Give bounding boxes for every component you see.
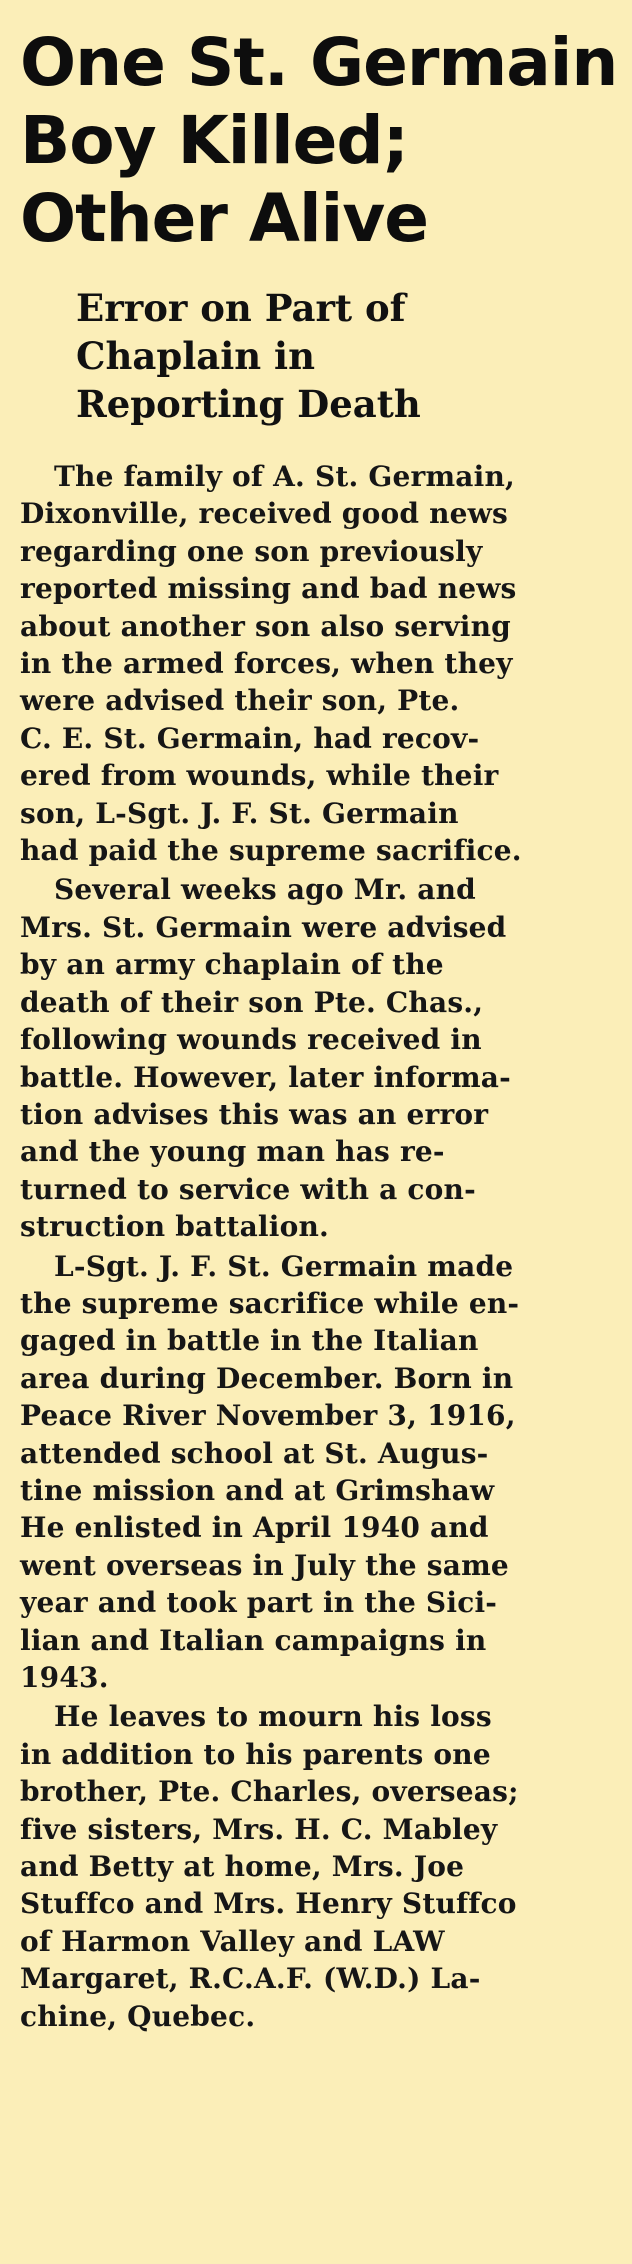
paragraph-line: Mrs. St. Germain were advised <box>20 910 507 944</box>
paragraph-line: of Harmon Valley and LAW <box>20 1924 445 1958</box>
paragraph-line: turned to service with a con- <box>20 1172 476 1206</box>
paragraph-line: death of their son Pte. Chas., <box>20 985 484 1019</box>
paragraph-line: area during December. Born in <box>20 1361 514 1395</box>
paragraph-line: the supreme sacrifice while en- <box>20 1286 520 1320</box>
paragraph-line: gaged in battle in the Italian <box>20 1324 479 1358</box>
paragraph-line: He leaves to mourn his loss <box>54 1700 492 1734</box>
paragraph-line: were advised their son, Pte. <box>20 684 460 718</box>
paragraph-line: Several weeks ago Mr. and <box>54 873 476 907</box>
paragraph-line: son, L-Sgt. J. F. St. Germain <box>20 796 459 830</box>
paragraph-line: in the armed forces, when they <box>20 647 513 681</box>
paragraph-line: Margaret, R.C.A.F. (W.D.) La- <box>20 1962 481 1996</box>
subheadline-line: Chaplain in <box>76 334 316 378</box>
article-paragraph <box>20 458 620 869</box>
paragraph-line: tion advises this was an error <box>20 1097 489 1131</box>
paragraph-line: He enlisted in April 1940 and <box>20 1511 489 1545</box>
paragraph-line: by an army chaplain of the <box>20 948 444 982</box>
paragraph-line: The family of A. St. Germain, <box>54 460 515 493</box>
paragraph-line: chine, Quebec. <box>20 1999 256 2033</box>
paragraph-line: year and took part in the Sici- <box>20 1586 498 1620</box>
article-paragraph <box>20 1248 620 1697</box>
paragraph-line: about another son also serving <box>20 609 511 643</box>
paragraph-line: following wounds received in <box>20 1023 482 1057</box>
subheadline-line: Error on Part of <box>76 286 406 330</box>
paragraph-line: in addition to his parents one <box>20 1737 491 1771</box>
paragraph-line: regarding one son previously <box>20 534 483 568</box>
paragraph-line: went overseas in July the same <box>20 1548 509 1582</box>
headline-line: Boy Killed; <box>20 102 409 179</box>
paragraph-line: C. E. St. Germain, had recov- <box>20 721 480 755</box>
paragraph-line: brother, Pte. Charles, overseas; <box>20 1775 519 1809</box>
headline-line: One St. Germain <box>20 24 618 101</box>
paragraph-line: battle. However, later informa- <box>20 1060 511 1094</box>
subheadline-line: Reporting Death <box>76 382 421 426</box>
subheadline <box>76 284 620 428</box>
paragraph-line: L-Sgt. J. F. St. Germain made <box>54 1249 514 1283</box>
paragraph-line: tine mission and at Grimshaw <box>20 1473 495 1507</box>
paragraph-line: 1943. <box>20 1661 109 1694</box>
paragraph-line: Stuffco and Mrs. Henry Stuffco <box>20 1887 517 1921</box>
paragraph-line: and Betty at home, Mrs. Joe <box>20 1850 465 1884</box>
paragraph-line: reported missing and bad news <box>20 572 517 606</box>
paragraph-line: struction battalion. <box>20 1210 329 1244</box>
paragraph-line: Peace River November 3, 1916, <box>20 1399 516 1433</box>
article-paragraph <box>20 1698 620 2035</box>
article-body <box>20 458 620 2035</box>
paragraph-line: and the young man has re- <box>20 1135 445 1169</box>
paragraph-line: had paid the supreme sacrifice. <box>20 834 522 868</box>
headline <box>20 24 620 258</box>
paragraph-line: lian and Italian campaigns in <box>20 1623 487 1657</box>
paragraph-line: attended school at St. Augus- <box>20 1436 489 1470</box>
paragraph-line: five sisters, Mrs. H. C. Mabley <box>20 1812 498 1846</box>
paragraph-line: ered from wounds, while their <box>20 759 499 793</box>
headline-line: Other Alive <box>20 180 429 257</box>
paragraph-line: Dixonville, received good news <box>20 497 508 531</box>
article-paragraph <box>20 871 620 1245</box>
